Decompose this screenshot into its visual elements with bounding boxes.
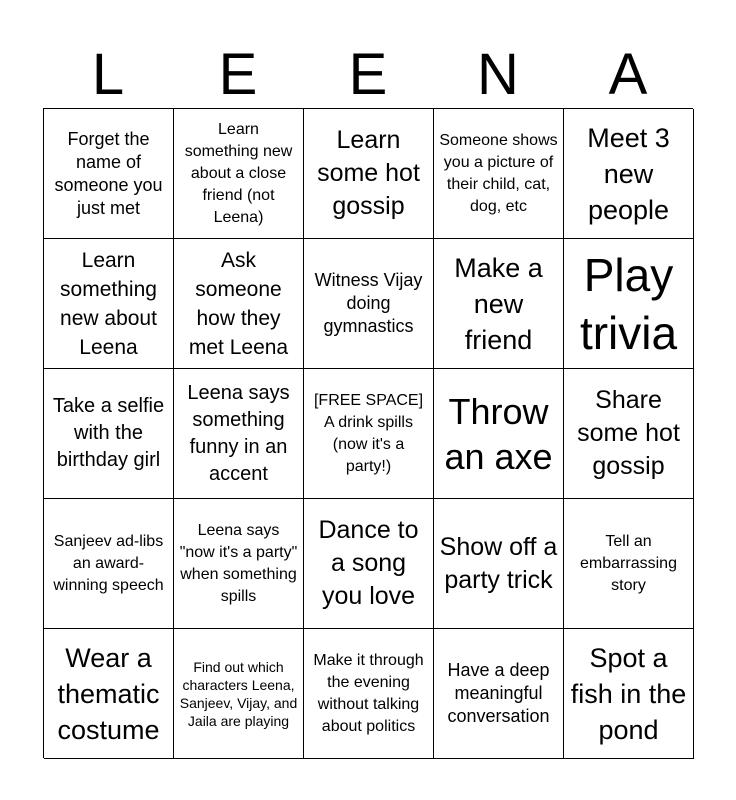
bingo-cell-text: Ask someone how they met Leena	[188, 248, 289, 359]
bingo-cell-text: Wear a thematic costume	[57, 642, 160, 745]
bingo-header	[43, 40, 693, 110]
header-letter-n: N	[477, 42, 519, 107]
bingo-cell-text: [FREE SPACE] A drink spills (now it's a party!)	[313, 391, 424, 475]
bingo-cell-r5c2[interactable]	[174, 629, 304, 759]
bingo-cell-r5c5[interactable]	[564, 629, 694, 759]
bingo-cell-text: Find out which characters Leena, Sanjeev, Vijay, and Jaila are playing	[179, 658, 298, 729]
bingo-cell-r5c1[interactable]	[44, 629, 174, 759]
bingo-cell-text: Dance to a song you love	[318, 516, 419, 610]
bingo-cell-text: Someone shows you a picture of their child, cat, dog, etc	[439, 131, 558, 215]
bingo-cell-text: Meet 3 new people	[587, 122, 670, 225]
bingo-cell-r1c5[interactable]	[564, 109, 694, 239]
bingo-cell-free-space[interactable]	[304, 369, 434, 499]
bingo-cell-r2c3[interactable]	[304, 239, 434, 369]
bingo-cell-text: Spot a fish in the pond	[570, 642, 687, 745]
bingo-cell-r3c4[interactable]	[434, 369, 564, 499]
header-letter-a: A	[608, 42, 648, 107]
bingo-cell-text: Learn something new about a close friend (not Leena)	[184, 120, 293, 226]
bingo-cell-text: Forget the name of someone you just met	[54, 128, 163, 218]
bingo-cell-text: Sanjeev ad-libs an award-winning speech	[53, 532, 164, 594]
bingo-cell-r5c4[interactable]	[434, 629, 564, 759]
bingo-cell-r5c3[interactable]	[304, 629, 434, 759]
bingo-cell-text: Play trivia	[579, 248, 678, 359]
bingo-board	[43, 108, 693, 758]
header-letter-e2: E	[348, 42, 388, 107]
header-letter-l: L	[91, 42, 125, 107]
bingo-cell-text: Learn something new about Leena	[60, 248, 157, 359]
bingo-cell-r4c2[interactable]	[174, 499, 304, 629]
bingo-cell-text: Leena says something funny in an accent	[187, 381, 290, 485]
bingo-cell-text: Throw an axe	[444, 390, 553, 477]
bingo-cell-r3c2[interactable]	[174, 369, 304, 499]
bingo-cell-text: Have a deep meaningful conversation	[447, 660, 550, 726]
bingo-cell-r4c1[interactable]	[44, 499, 174, 629]
bingo-cell-text: Witness Vijay doing gymnastics	[314, 270, 423, 336]
bingo-cell-text: Make a new friend	[454, 252, 543, 355]
bingo-cell-r2c5[interactable]	[564, 239, 694, 369]
bingo-cell-text: Take a selfie with the birthday girl	[52, 395, 165, 471]
bingo-cell-r3c5[interactable]	[564, 369, 694, 499]
header-letter-e1: E	[218, 42, 258, 107]
bingo-cell-r2c1[interactable]	[44, 239, 174, 369]
bingo-cell-text: Show off a party trick	[439, 532, 558, 594]
bingo-cell-text: Leena says "now it's a party" when something spills	[179, 521, 298, 605]
bingo-cell-r4c4[interactable]	[434, 499, 564, 629]
bingo-cell-r2c4[interactable]	[434, 239, 564, 369]
bingo-cell-text: Tell an embarrassing story	[580, 532, 677, 594]
bingo-cell-r1c3[interactable]	[304, 109, 434, 239]
bingo-cell-r4c5[interactable]	[564, 499, 694, 629]
bingo-cell-r1c4[interactable]	[434, 109, 564, 239]
bingo-cell-text: Make it through the evening without talking about politics	[313, 651, 424, 735]
bingo-cell-r4c3[interactable]	[304, 499, 434, 629]
bingo-cell-r2c2[interactable]	[174, 239, 304, 369]
bingo-cell-text: Share some hot gossip	[577, 386, 680, 480]
bingo-cell-text: Learn some hot gossip	[317, 126, 420, 220]
bingo-cell-r1c1[interactable]	[44, 109, 174, 239]
bingo-cell-r1c2[interactable]	[174, 109, 304, 239]
bingo-cell-r3c1[interactable]	[44, 369, 174, 499]
